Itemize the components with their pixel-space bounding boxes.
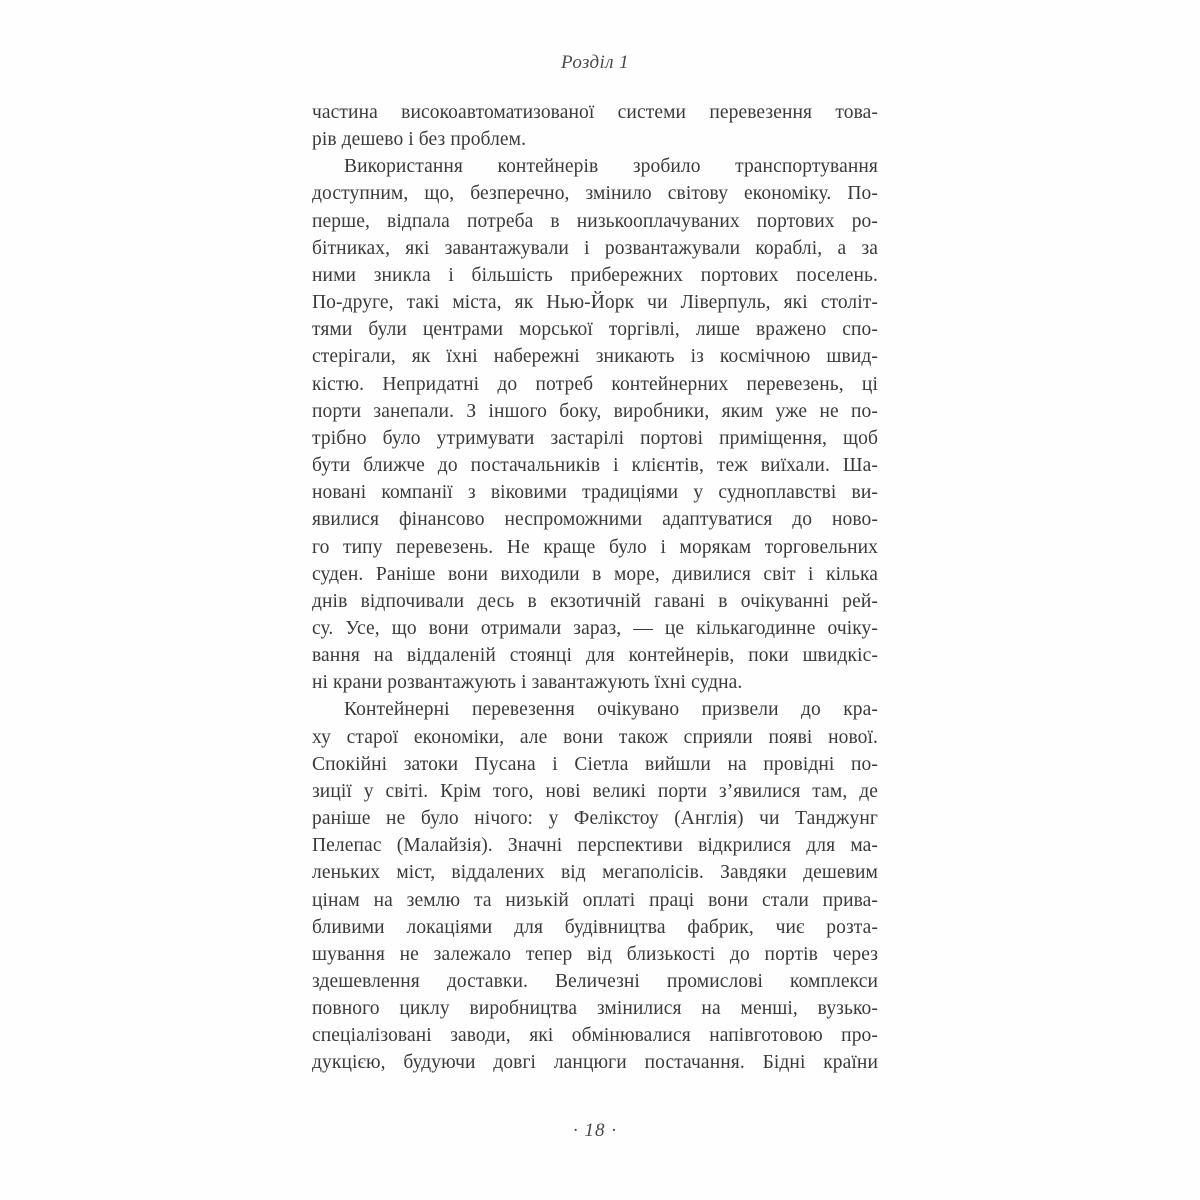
running-header: Розділ 1 [561, 52, 629, 73]
text-line: здешевлення доставки. Величезні промислові комплекси [312, 971, 878, 992]
text-line: Контейнерні перевезення очікувано призвели до кра- [344, 699, 878, 721]
text-line: По-друге, такі міста, як Нью-Йорк чи Ліверпуль, які століт- [312, 292, 878, 314]
text-line: стерігали, як їхні набережні зникають із космічною швид- [312, 346, 878, 368]
text-line: бливими локаціями для будівництва фабрик, чиє розта- [312, 916, 878, 938]
text-line: частина високоавтоматизованої системи перевезення това- [312, 102, 878, 123]
text-line: зиції у світі. Крім того, нові великі порти з’явилися там, де [312, 780, 878, 802]
text-line: перше, відпала потреба в низькооплачуваних портових ро- [312, 210, 878, 232]
text-line: ху старої економіки, але вони також сприяли появі нової. [312, 726, 878, 748]
text-line: трібно було утримувати застарілі портові приміщення, щоб [312, 427, 878, 449]
text-line: доступним, що, безперечно, змінило світову економіку. По- [312, 183, 878, 205]
text-line: бути ближче до постачальників і клієнтів, теж виїхали. Ша- [312, 455, 878, 477]
text-line: цінам на землю та низькій оплаті праці вони стали прива- [312, 889, 878, 911]
text-line: су. Усе, що вони отримали зараз, — це кількагодинне очіку- [312, 617, 878, 639]
body-text-block [312, 99, 878, 1077]
text-line: ними зникла і більшість прибережних портових поселень. [312, 264, 878, 286]
text-line: Пелепас (Малайзія). Значні перспективи відкрилися для ма- [312, 835, 878, 857]
text-line: го типу перевезень. Не краще було і морякам торговельних [312, 536, 878, 558]
text-line: Спокійні затоки Пусана і Сіетла вийшли на провідні по- [312, 753, 878, 775]
text-line: спеціалізовані заводи, які обмінювалися напівготовою про- [312, 1025, 878, 1047]
text-line: дукцією, будуючи довгі ланцюги постачання. Бідні країни [312, 1052, 878, 1074]
text-line: раніше не було нічого: у Фелікстоу (Англія) чи Танджунг [312, 808, 878, 830]
text-line: порти занепали. З іншого боку, виробники, яким уже не по- [312, 400, 878, 422]
text-line: кістю. Непридатні до потреб контейнерних перевезень, ці [312, 373, 878, 395]
page-number: · 18 · [573, 1120, 617, 1141]
text-line: Використання контейнерів зробило транспортування [344, 156, 878, 178]
text-line: новані компанії з віковими традиціями у судноплавстві ви- [312, 482, 878, 504]
text-line: бітниках, які завантажували і розвантажували кораблі, а за [312, 237, 878, 259]
text-line: леньких міст, віддалених від мегаполісів. Завдяки дешевим [312, 862, 878, 884]
text-line: днів відпочивали десь в екзотичній гавані в очікуванні рей- [312, 590, 878, 612]
text-line: ні крани розвантажують і завантажують їхні судна. [312, 672, 743, 694]
text-line: рів дешево і без проблем. [312, 129, 527, 151]
text-line: вання на віддаленій стоянці для контейнерів, поки швидкіс- [312, 645, 878, 667]
text-line: повного циклу виробництва змінилися на менші, вузько- [312, 998, 878, 1020]
text-line: явилися фінансово неспроможними адаптуватися до ново- [312, 509, 878, 531]
text-line: шування не залежало тепер від близькості до портів через [312, 943, 878, 965]
text-line: суден. Раніше вони виходили в море, дивилися світ і кілька [312, 563, 878, 585]
text-line: тями були центрами морської торгівлі, лише вражено спо- [312, 319, 878, 341]
